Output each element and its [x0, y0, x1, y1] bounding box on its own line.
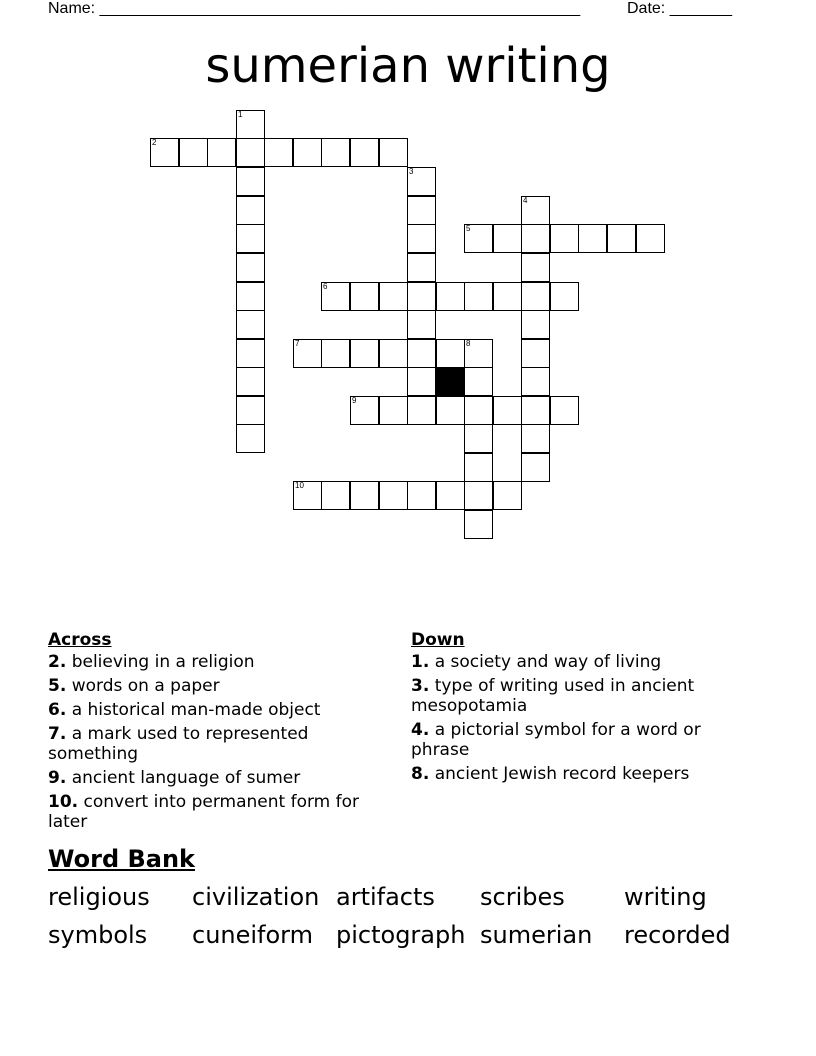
clue-number: 3. [411, 676, 430, 696]
grid-cell[interactable] [436, 481, 465, 510]
grid-cell[interactable] [464, 224, 493, 253]
grid-cell[interactable] [236, 196, 265, 225]
grid-cell[interactable] [321, 138, 350, 167]
word-bank-word: scribes [480, 883, 565, 911]
grid-cell[interactable] [464, 367, 493, 396]
down-clue [411, 764, 756, 784]
grid-cell[interactable] [578, 224, 607, 253]
grid-cell[interactable] [550, 224, 579, 253]
clue-number: 2 [152, 138, 157, 147]
grid-cell[interactable] [436, 339, 465, 368]
grid-cell[interactable] [350, 339, 379, 368]
grid-cell[interactable] [464, 339, 493, 368]
grid-cell[interactable] [236, 110, 265, 139]
page-title: sumerian writing [205, 38, 611, 94]
grid-cell[interactable] [521, 282, 550, 311]
grid-cell[interactable] [379, 396, 408, 425]
clue-number: 9 [352, 396, 357, 405]
grid-cell[interactable] [350, 481, 379, 510]
clue-number: 5. [48, 676, 67, 696]
grid-cell[interactable] [407, 339, 436, 368]
word-bank-word: writing [624, 883, 707, 911]
grid-cell[interactable] [493, 481, 522, 510]
grid-cell[interactable] [236, 167, 265, 196]
grid-cell[interactable] [521, 310, 550, 339]
grid-cell[interactable] [236, 253, 265, 282]
grid-cell[interactable] [550, 396, 579, 425]
down-clue [411, 652, 756, 672]
grid-cell[interactable] [236, 396, 265, 425]
across-clue-list [48, 652, 393, 832]
grid-cell[interactable] [236, 367, 265, 396]
across-clues [48, 630, 393, 836]
grid-cell[interactable] [521, 367, 550, 396]
grid-cell[interactable] [350, 138, 379, 167]
grid-cell[interactable] [379, 339, 408, 368]
grid-cell[interactable] [407, 253, 436, 282]
grid-cell[interactable] [521, 396, 550, 425]
grid-cell[interactable] [150, 138, 179, 167]
grid-cell[interactable] [521, 253, 550, 282]
grid-cell[interactable] [407, 367, 436, 396]
across-heading: Across [48, 630, 112, 650]
name-field-label: Name: ______________________________________________________ [48, 0, 581, 17]
black-cell [436, 367, 465, 396]
clue-number: 5 [466, 224, 471, 233]
grid-cell[interactable] [521, 453, 550, 482]
grid-cell[interactable] [493, 224, 522, 253]
grid-cell[interactable] [379, 138, 408, 167]
clue-text: a mark used to represented something [48, 724, 309, 764]
clue-number: 9. [48, 768, 67, 788]
word-bank-word: artifacts [336, 883, 435, 911]
clue-text: a historical man-made object [66, 700, 321, 720]
grid-cell[interactable] [407, 481, 436, 510]
grid-cell[interactable] [350, 282, 379, 311]
clue-number: 7 [295, 339, 300, 348]
word-bank-title: Word Bank [48, 845, 196, 873]
clue-number: 4 [523, 196, 528, 205]
word-bank-word: civilization [192, 883, 320, 911]
grid-cell[interactable] [236, 224, 265, 253]
clue-text: convert into permanent form for later [48, 792, 360, 832]
clue-number: 8. [411, 764, 430, 784]
clue-text: words on a paper [66, 676, 220, 696]
grid-cell[interactable] [493, 282, 522, 311]
clue-number: 6. [48, 700, 67, 720]
grid-cell[interactable] [607, 224, 636, 253]
down-clue [411, 720, 756, 760]
word-bank-word: sumerian [480, 921, 593, 949]
grid-cell[interactable] [293, 138, 322, 167]
grid-cell[interactable] [207, 138, 236, 167]
grid-cell[interactable] [236, 138, 265, 167]
clue-number: 6 [323, 282, 328, 291]
grid-cell[interactable] [521, 424, 550, 453]
word-bank-word: symbols [48, 921, 148, 949]
grid-cell[interactable] [636, 224, 665, 253]
clue-number: 1. [411, 652, 430, 672]
grid-cell[interactable] [407, 396, 436, 425]
clue-number: 1 [238, 110, 243, 119]
across-clue [48, 700, 393, 720]
across-clue [48, 724, 393, 764]
grid-cell[interactable] [436, 396, 465, 425]
grid-cell[interactable] [436, 282, 465, 311]
grid-cell[interactable] [236, 310, 265, 339]
across-clue [48, 676, 393, 696]
grid-cell[interactable] [521, 196, 550, 225]
grid-cell[interactable] [464, 396, 493, 425]
grid-cell[interactable] [350, 396, 379, 425]
grid-cell[interactable] [407, 310, 436, 339]
clue-number: 8 [466, 339, 471, 348]
grid-cell[interactable] [321, 481, 350, 510]
word-bank [48, 882, 768, 950]
clue-text: type of writing used in ancient mesopotamia [411, 676, 695, 716]
grid-cell[interactable] [521, 339, 550, 368]
grid-cell[interactable] [264, 138, 293, 167]
down-clues [411, 630, 756, 788]
clue-number: 2. [48, 652, 67, 672]
word-bank-word: recorded [624, 921, 731, 949]
across-clue [48, 792, 393, 832]
word-bank-word: pictograph [336, 921, 466, 949]
grid-cell[interactable] [293, 339, 322, 368]
grid-cell[interactable] [493, 396, 522, 425]
down-heading: Down [411, 630, 465, 650]
date-field-label: Date: _______ [627, 0, 732, 17]
clue-number: 10. [48, 792, 79, 812]
clue-text: believing in a religion [66, 652, 255, 672]
grid-cell[interactable] [464, 282, 493, 311]
clue-number: 3 [409, 167, 414, 176]
clue-number: 10 [295, 481, 304, 490]
clue-number: 4. [411, 720, 430, 740]
grid-cell[interactable] [236, 424, 265, 453]
clue-text: ancient Jewish record keepers [429, 764, 690, 784]
across-clue [48, 768, 393, 788]
word-bank-word: cuneiform [192, 921, 314, 949]
grid-cell[interactable] [407, 196, 436, 225]
grid-cell[interactable] [321, 339, 350, 368]
clue-number: 7. [48, 724, 67, 744]
grid-cell[interactable] [464, 453, 493, 482]
grid-cell[interactable] [321, 282, 350, 311]
grid-cell[interactable] [379, 282, 408, 311]
grid-cell[interactable] [236, 282, 265, 311]
down-clue [411, 676, 756, 716]
clue-text: a society and way of living [429, 652, 662, 672]
grid-cell[interactable] [407, 282, 436, 311]
grid-cell[interactable] [550, 282, 579, 311]
grid-cell[interactable] [464, 481, 493, 510]
across-clue [48, 652, 393, 672]
grid-cell[interactable] [379, 481, 408, 510]
grid-cell[interactable] [464, 510, 493, 539]
grid-cell[interactable] [179, 138, 208, 167]
down-clue-list [411, 652, 756, 784]
grid-cell[interactable] [407, 224, 436, 253]
clue-text: ancient language of sumer [66, 768, 301, 788]
grid-cell[interactable] [464, 424, 493, 453]
grid-cell[interactable] [293, 481, 322, 510]
grid-cell[interactable] [236, 339, 265, 368]
clue-text: a pictorial symbol for a word or phrase [411, 720, 701, 760]
word-bank-word: religious [48, 883, 150, 911]
grid-cell[interactable] [521, 224, 550, 253]
grid-cell[interactable] [407, 167, 436, 196]
